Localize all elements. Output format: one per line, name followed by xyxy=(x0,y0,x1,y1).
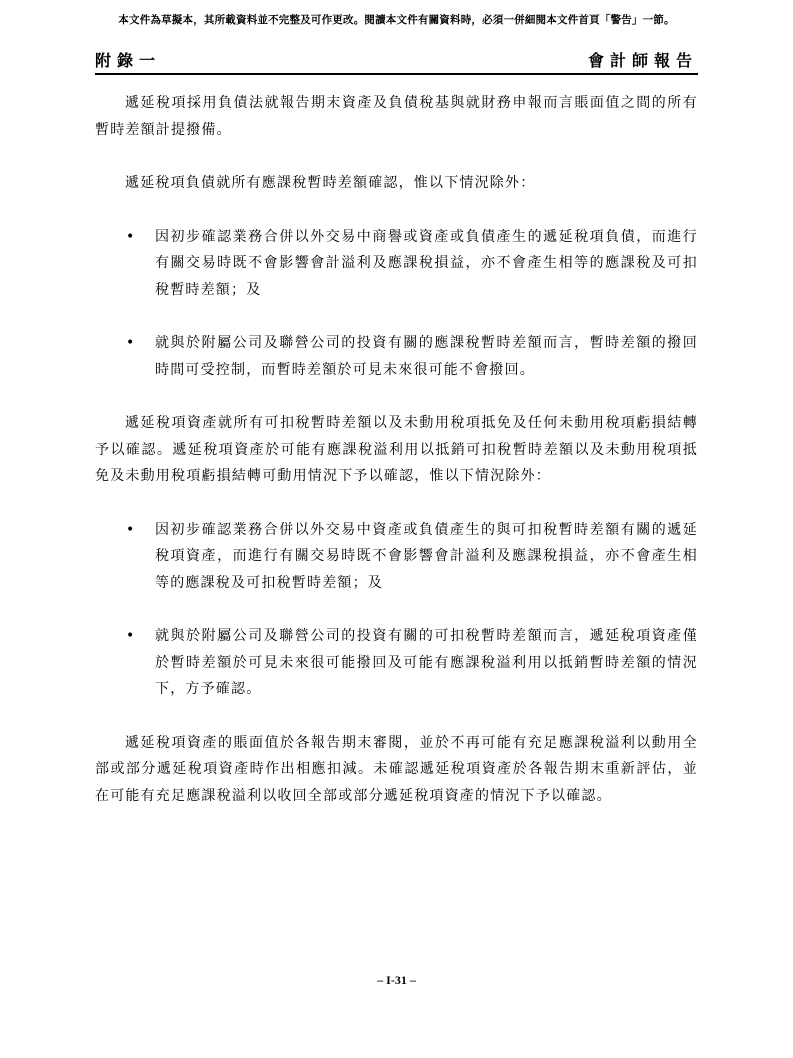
paragraph-carrying-amount-review: 遞延稅項資產的賬面值於各報告期末審閱，並於不再可能有充足應課稅溢利以動用全部或部分遞延稅項資產時作出相應扣減。未確認遞延稅項資產於各報告期末重新評估，並在可能有充足應課稅溢利以收回全部或部分遞延稅項資產的情況下予以確認。 xyxy=(95,734,698,804)
list-item-text: 就與於附屬公司及聯營公司的投資有關的應課稅暫時差額而言，暫時差額的撥回時間可受控制，而暫時差額於可見未來很可能不會撥回。 xyxy=(155,335,698,378)
list-item-text: 因初步確認業務合併以外交易中商譽或資產或負債產生的遞延稅項負債，而進行有關交易時既不會影響會計溢利及應課稅損益，亦不會產生相等的應課稅及可扣稅暫時差額；及 xyxy=(155,228,698,298)
page-number: – I-31 – xyxy=(377,973,416,987)
bullet-icon: • xyxy=(126,335,136,351)
paragraph-deferred-tax-assets: 遞延稅項資產就所有可扣稅暫時差額以及未動用稅項抵免及任何未動用稅項虧損結轉予以確認。遞延稅項資產於可能有應課稅溢利用以抵銷可扣稅暫時差額以及未動用稅項抵免及未動用稅項虧損結轉可動用情況下予以確認，惟以下情況除外： xyxy=(95,415,698,484)
bullet-icon: • xyxy=(126,628,136,644)
document-body xyxy=(95,90,698,836)
paragraph-deferred-tax-method: 遞延稅項採用負債法就報告期末資產及負債稅基與就財務申報而言賬面值之間的所有暫時差額計提撥備。 xyxy=(95,95,698,138)
list-item xyxy=(95,517,698,597)
list-item xyxy=(95,330,698,383)
section-title: 會計師報告 xyxy=(587,51,698,70)
draft-notice: 本文件為草擬本，其所載資料並不完整及可作更改。閱讀本文件有關資料時，必須一併細閱本文件首頁「警告」一節。 xyxy=(118,14,675,26)
appendix-title: 附錄一 xyxy=(95,51,162,70)
bullet-icon: • xyxy=(126,228,136,245)
paragraph-deferred-tax-liabilities: 遞延稅項負債就所有應課稅暫時差額確認，惟以下情況除外： xyxy=(125,175,536,191)
list-item-text: 因初步確認業務合併以外交易中資產或負債產生的與可扣稅暫時差額有關的遞延稅項資產，而進行有關交易時既不會影響會計溢利及應課稅損益，亦不會產生相等的應課稅及可扣稅暫時差額；及 xyxy=(155,521,698,591)
bullet-icon: • xyxy=(126,521,136,538)
list-item xyxy=(95,224,698,304)
list-item-text: 就與於附屬公司及聯營公司的投資有關的可扣稅暫時差額而言，遞延稅項資產僅於暫時差額於可見未來很可能撥回及可能有應課稅溢利用以抵銷暫時差額的情況下，方予確認。 xyxy=(155,628,698,697)
list-item xyxy=(95,623,698,703)
header-rule xyxy=(95,73,698,75)
page-header xyxy=(95,48,698,72)
